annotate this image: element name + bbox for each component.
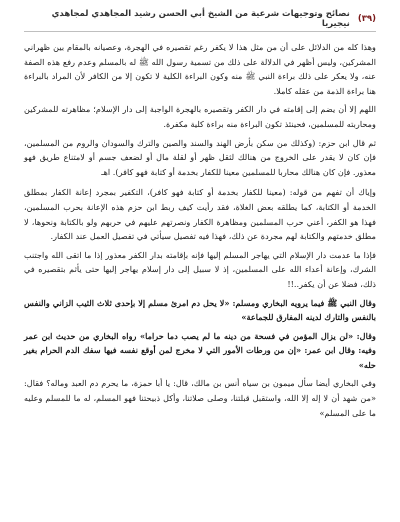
paragraph: وفي البخاري أيضا سأل ميمون بن سياه أنس بن مالك، قال: يا أبا حمزة، ما يحرم دم العبد وماله؟ فقال: «من شهد أن لا إله إلا الله، واستقبل قبلتنا، وصلى صلاتنا، وأكل ذبيحتنا فهو المسلم، له ما للمسلم وعليه ما على المسلم» [24,378,376,418]
page-header [24,10,376,32]
paragraph: فإذا ما عدمت دار الإسلام التي يهاجر المسلم إليها فإنه بإقامته بدار الكفر معذور إذا ما اتقى الله واجتنب الشرك، وإعانة أعداء الله على المسلمين، إذ لا سبيل إلى دار إسلام يهاجر إليها حتى يأثم بتقصيره في ذلك، فضلا عن أن يكفر..!! [24,249,376,289]
hadith-paragraph: وقال: «لن يزال المؤمن في فسحة من دينه ما لم يصب دما حراما» رواه البخاري من حديث ابن عمر وفيه: وقال ابن عمر: «إن من ورطات الأمور التي لا مخرج لمن أوقع نفسه فيها سفك الدم الحرام بغير حله» [24,330,376,370]
running-title: نصائح وتوجيهات شرعية من الشيخ أبي الحسن رشيد المجاهدي لمجاهدي نيجيريا [51,9,350,29]
hadith-paragraph: وقال النبي ﷺ فيما يرويه البخاري ومسلم: «لا يحل دم امرئ مسلم إلا بإحدى ثلاث الثيب الزاني والنفس بالنفس والتارك لدينه المفارق للجماعة» [24,297,376,323]
paragraph: ثم قال ابن حزم: (وكذلك من سكن بأرض الهند والسند والصين والترك والسودان والروم من المسلمين، فإن كان لا يقدر على الخروج من هنالك لثقل ظهر أو لقلة مال أو لضعف جسم أو لامتناع طريق فهو معذور. فإن كان هنالك محاربا للمسلمين معينا للكفار بخدمة أو كتابة فهو كافر). اهـ [24,137,376,177]
paragraph: وهذا كله من الدلائل على أن من مثل هذا لا يكفر رغم تقصيره في الهجرة، وعصيانه بالمقام بين ظهراني المشركين، وليس أظهر في الدلالة على ذلك من تسمية رسول الله ﷺ له بالمسلم وعدم رفع هذه الصفة عنه، ولا يعكر على ذلك براءة النبي ﷺ منه وكون البراءة الكلية لا تكون إلا من الكافر لأن المراد بالبراءة هنا براءة الذمة من عقله كاملا. [24,42,376,96]
body-text [24,40,376,420]
page-number: (٣٩) [357,14,376,24]
paragraph: وإياك أن تفهم من قوله: (معينا للكفار بخدمة أو كتابة فهو كافر)، التكفير بمجرد إعانة الكفار بمطلق الخدمة أو الكتابة، كما يطلقه بعض الغلاة، فقد رأيت كيف ربط ابن حزم هذه الإعانة بحرب المسلمين، فهذا هو الكفر، أعني حرب المسلمين ومظاهرة الكفار ونصرتهم عليهم في حربهم ولو بالكتابة ونحوها، لا مطلق خدمتهم والكتابة لهم مجردة عن ذلك، فهذا فيه تفصيل سيأتي في تفصيل العمل عند الكفار. [24,187,376,242]
paragraph: اللهم إلا أن يضم إلى إقامته في دار الكفر وتقصيره بالهجرة الواجبة إلى دار الإسلام؛ مظاهرته للمشركين ومحاربته للمسلمين، فحينئذ تكون البراءة منه براءة كلية مكفرة. [24,104,376,129]
